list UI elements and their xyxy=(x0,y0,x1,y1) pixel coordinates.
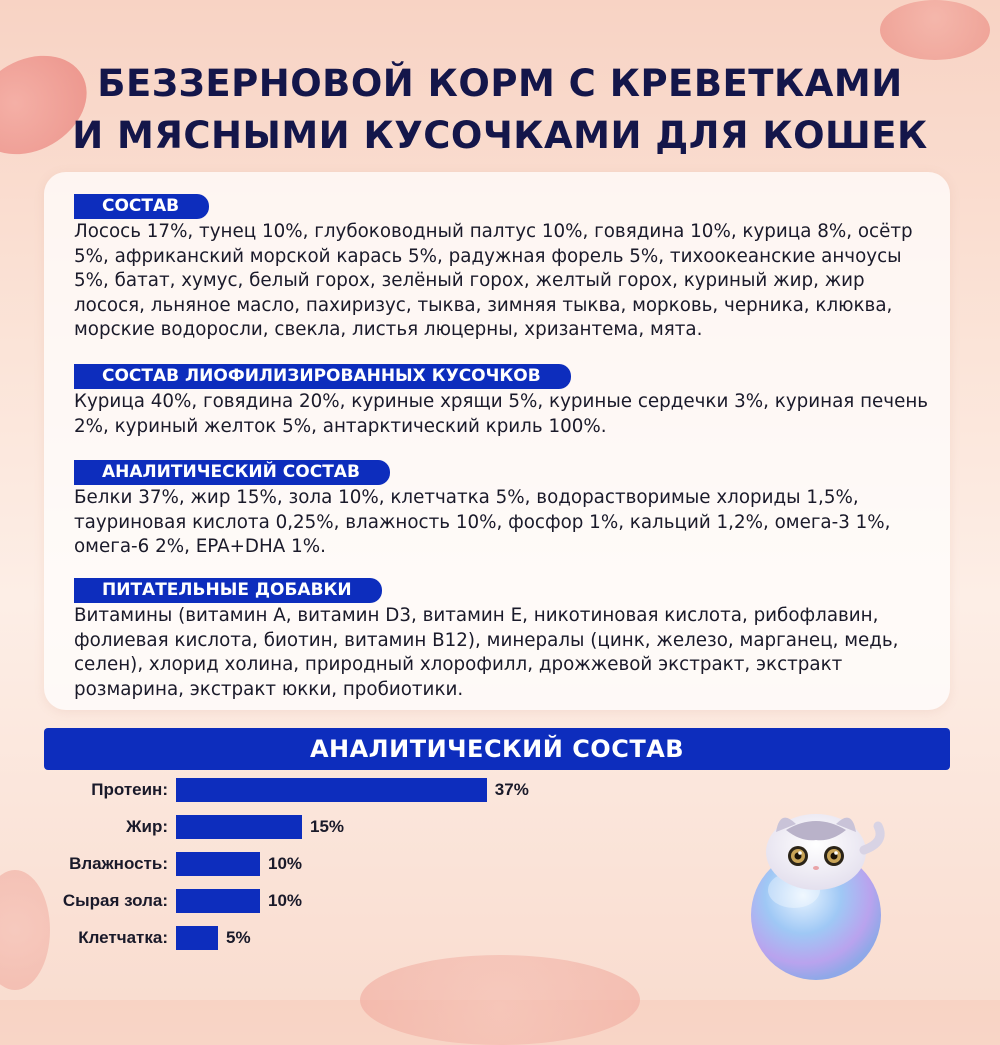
section-freeze-dried xyxy=(74,364,934,439)
section-label: АНАЛИТИЧЕСКИЙ СОСТАВ xyxy=(74,460,390,485)
chart-category-label: Протеин: xyxy=(91,780,168,799)
background-blob xyxy=(360,955,640,1045)
chart-value-label: 37% xyxy=(494,780,529,799)
composition-card xyxy=(44,172,950,710)
chart-value-label: 15% xyxy=(310,817,345,836)
chart-bar xyxy=(176,778,487,802)
title-line-2: И МЯСНЫМИ КУСОЧКАМИ ДЛЯ КОШЕК xyxy=(72,114,928,157)
chart-category-label: Жир: xyxy=(126,817,168,836)
section-composition xyxy=(74,194,934,343)
chart-bar xyxy=(176,852,260,876)
chart-title: АНАЛИТИЧЕСКИЙ СОСТАВ xyxy=(44,728,950,770)
chart-bar xyxy=(176,926,218,950)
page-title xyxy=(0,58,1000,162)
chart-value-label: 10% xyxy=(268,854,303,873)
chart-bar xyxy=(176,815,302,839)
chart-category-label: Сырая зола: xyxy=(62,891,168,910)
chart-category-label: Клетчатка: xyxy=(78,928,168,947)
section-label: СОСТАВ ЛИОФИЛИЗИРОВАННЫХ КУСОЧКОВ xyxy=(74,364,571,389)
section-text: Белки 37%, жир 15%, зола 10%, клетчатка 5%, водорастворимые хлориды 1,5%, тауриновая кислота 0,25%, влажность 10%, фосфор 1%, кальций 1,2%, омега-3 1%, омега-6 2%, EPA+DHA 1%. xyxy=(74,487,891,557)
section-label: СОСТАВ xyxy=(74,194,209,219)
chart-value-label: 5% xyxy=(226,928,251,947)
section-text: Витамины (витамин А, витамин D3, витамин Е, никотиновая кислота, рибофлавин, фолиевая кислота, биотин, витамин В12), минералы (цинк, железо, марганец, медь, селен), хлорид холина, природный хлорофилл, дрожжевой экстракт, экстракт розмарина, экстракт юкки, пробиотики. xyxy=(74,605,899,700)
title-line-1: БЕЗЗЕРНОВОЙ КОРМ С КРЕВЕТКАМИ xyxy=(97,62,903,105)
section-text: Курица 40%, говядина 20%, куриные хрящи 5%, куриные сердечки 3%, куриная печень 2%, куриный желток 5%, антарктический криль 100%. xyxy=(74,391,929,437)
section-additives xyxy=(74,578,934,702)
section-text: Лосось 17%, тунец 10%, глубоководный палтус 10%, говядина 10%, курица 8%, осётр 5%, африканский морской карась 5%, радужная форель 5%, тихоокеанские анчоусы 5%, батат, хумус, белый горох, зелёный горох, желтый горох, куриный жир, жир лосося, льняное масло, пахиризус, тыква, зимняя тыква, морковь, черника, клюква, морские водоросли, свекла, листья люцерны, хризантема, мята. xyxy=(74,221,913,340)
chart-value-label: 10% xyxy=(268,891,303,910)
background-blob xyxy=(880,0,990,60)
chart-category-label: Влажность: xyxy=(69,854,168,873)
section-label: ПИТАТЕЛЬНЫЕ ДОБАВКИ xyxy=(74,578,382,603)
cat-mascot-image xyxy=(736,790,896,980)
chart-bar xyxy=(176,889,260,913)
section-analytical xyxy=(74,460,934,560)
